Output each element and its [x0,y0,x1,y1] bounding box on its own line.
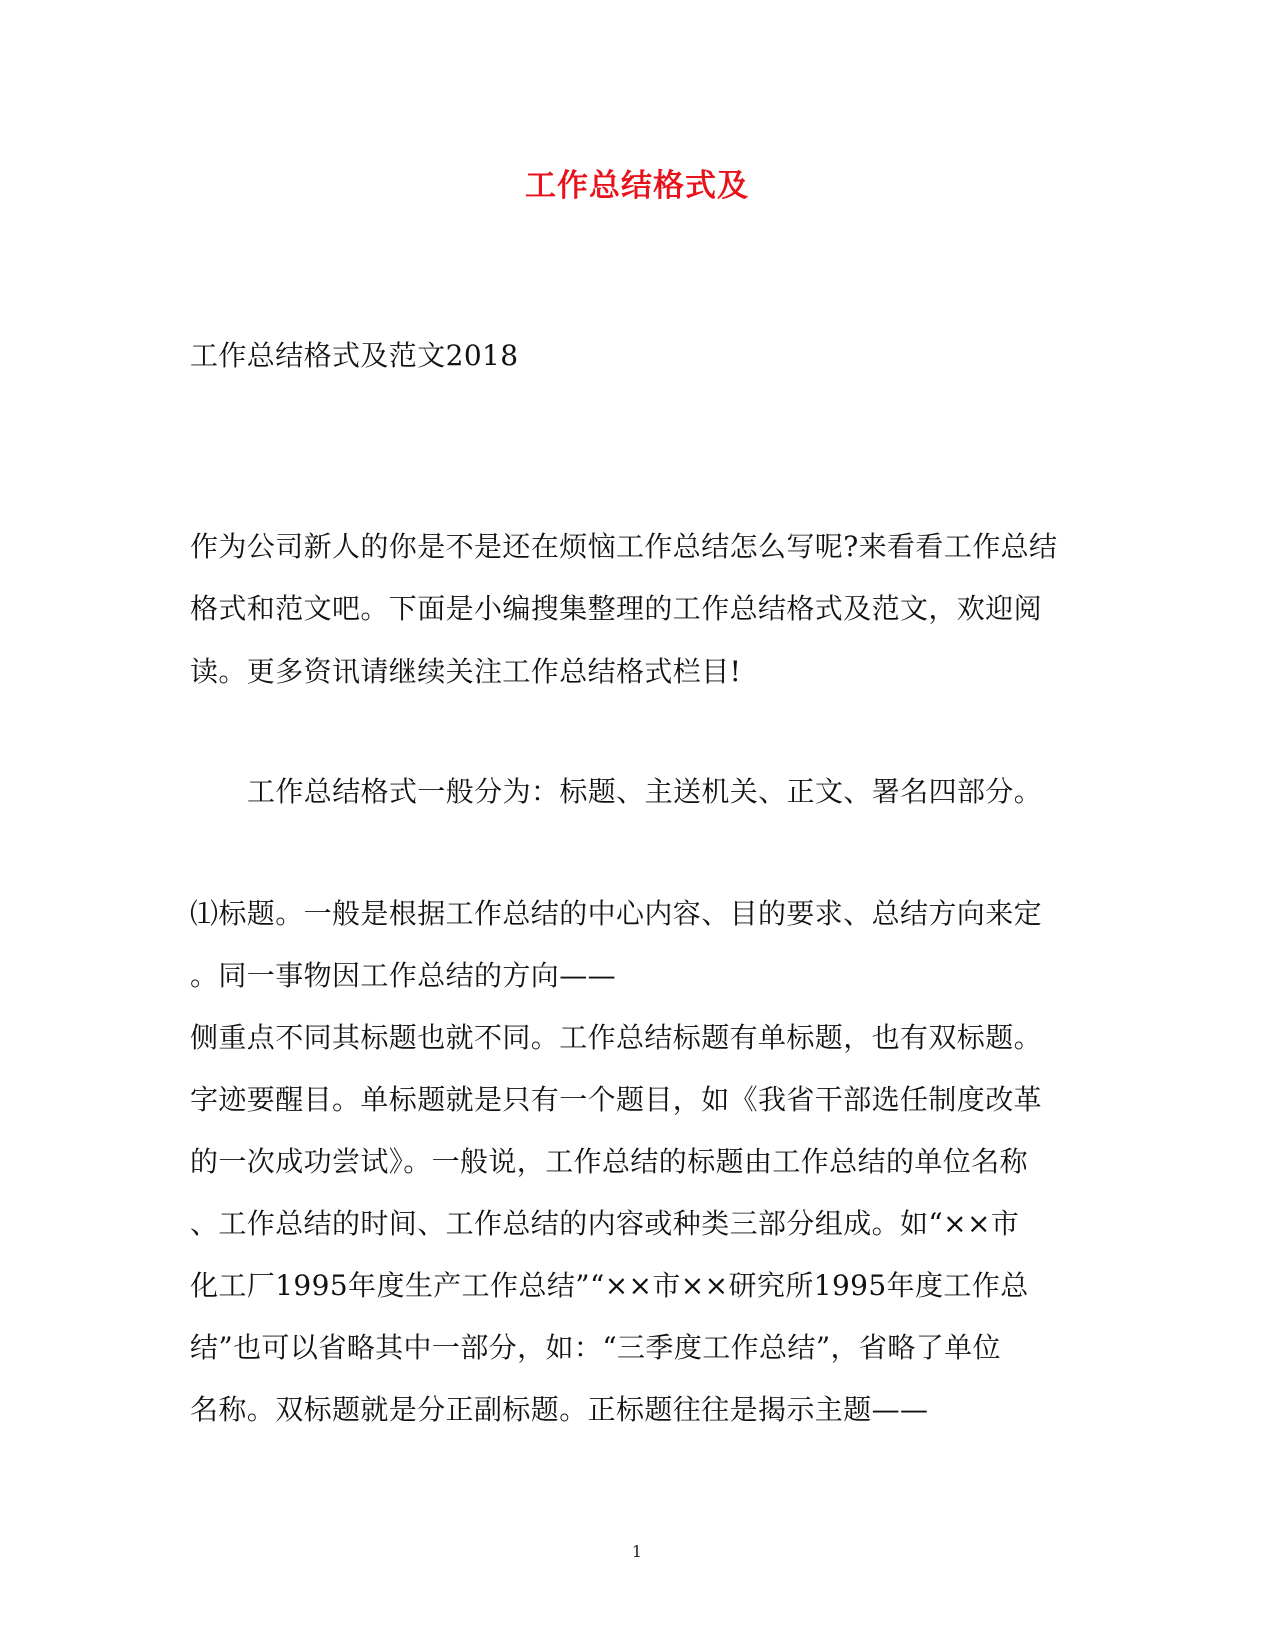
document-subtitle: 工作总结格式及范文2018 [190,339,519,372]
body-line: ⑴标题。一般是根据工作总结的中心内容、目的要求、总结方向来定 [190,897,1043,930]
body-line: 的一次成功尝试》。一般说，工作总结的标题由工作总结的单位名称 [190,1145,1029,1178]
body-line: 字迹要醒目。单标题就是只有一个题目，如《我省干部选任制度改革 [190,1083,1043,1116]
body-line: 化工厂1995年度生产工作总结”“××市××研究所1995年度工作总 [190,1269,1029,1302]
body-line: 。同一事物因工作总结的方向—— [190,959,617,992]
document-title: 工作总结格式及 [525,168,749,204]
intro-line: 读。更多资讯请继续关注工作总结格式栏目! [190,655,742,688]
body-line: 名称。双标题就是分正副标题。正标题往往是揭示主题—— [190,1393,929,1426]
section-intro: 工作总结格式一般分为：标题、主送机关、正文、署名四部分。 [247,775,1043,808]
body-line: 侧重点不同其标题也就不同。工作总结标题有单标题，也有双标题。 [190,1021,1043,1054]
intro-line: 作为公司新人的你是不是还在烦恼工作总结怎么写呢?来看看工作总结 [190,530,1058,563]
body-line: 、工作总结的时间、工作总结的内容或种类三部分组成。如“××市 [190,1207,1020,1240]
intro-line: 格式和范文吧。下面是小编搜集整理的工作总结格式及范文，欢迎阅 [190,592,1043,625]
body-line: 结”也可以省略其中一部分，如：“三季度工作总结”，省略了单位 [190,1331,1001,1364]
page-number: 1 [631,1542,643,1561]
